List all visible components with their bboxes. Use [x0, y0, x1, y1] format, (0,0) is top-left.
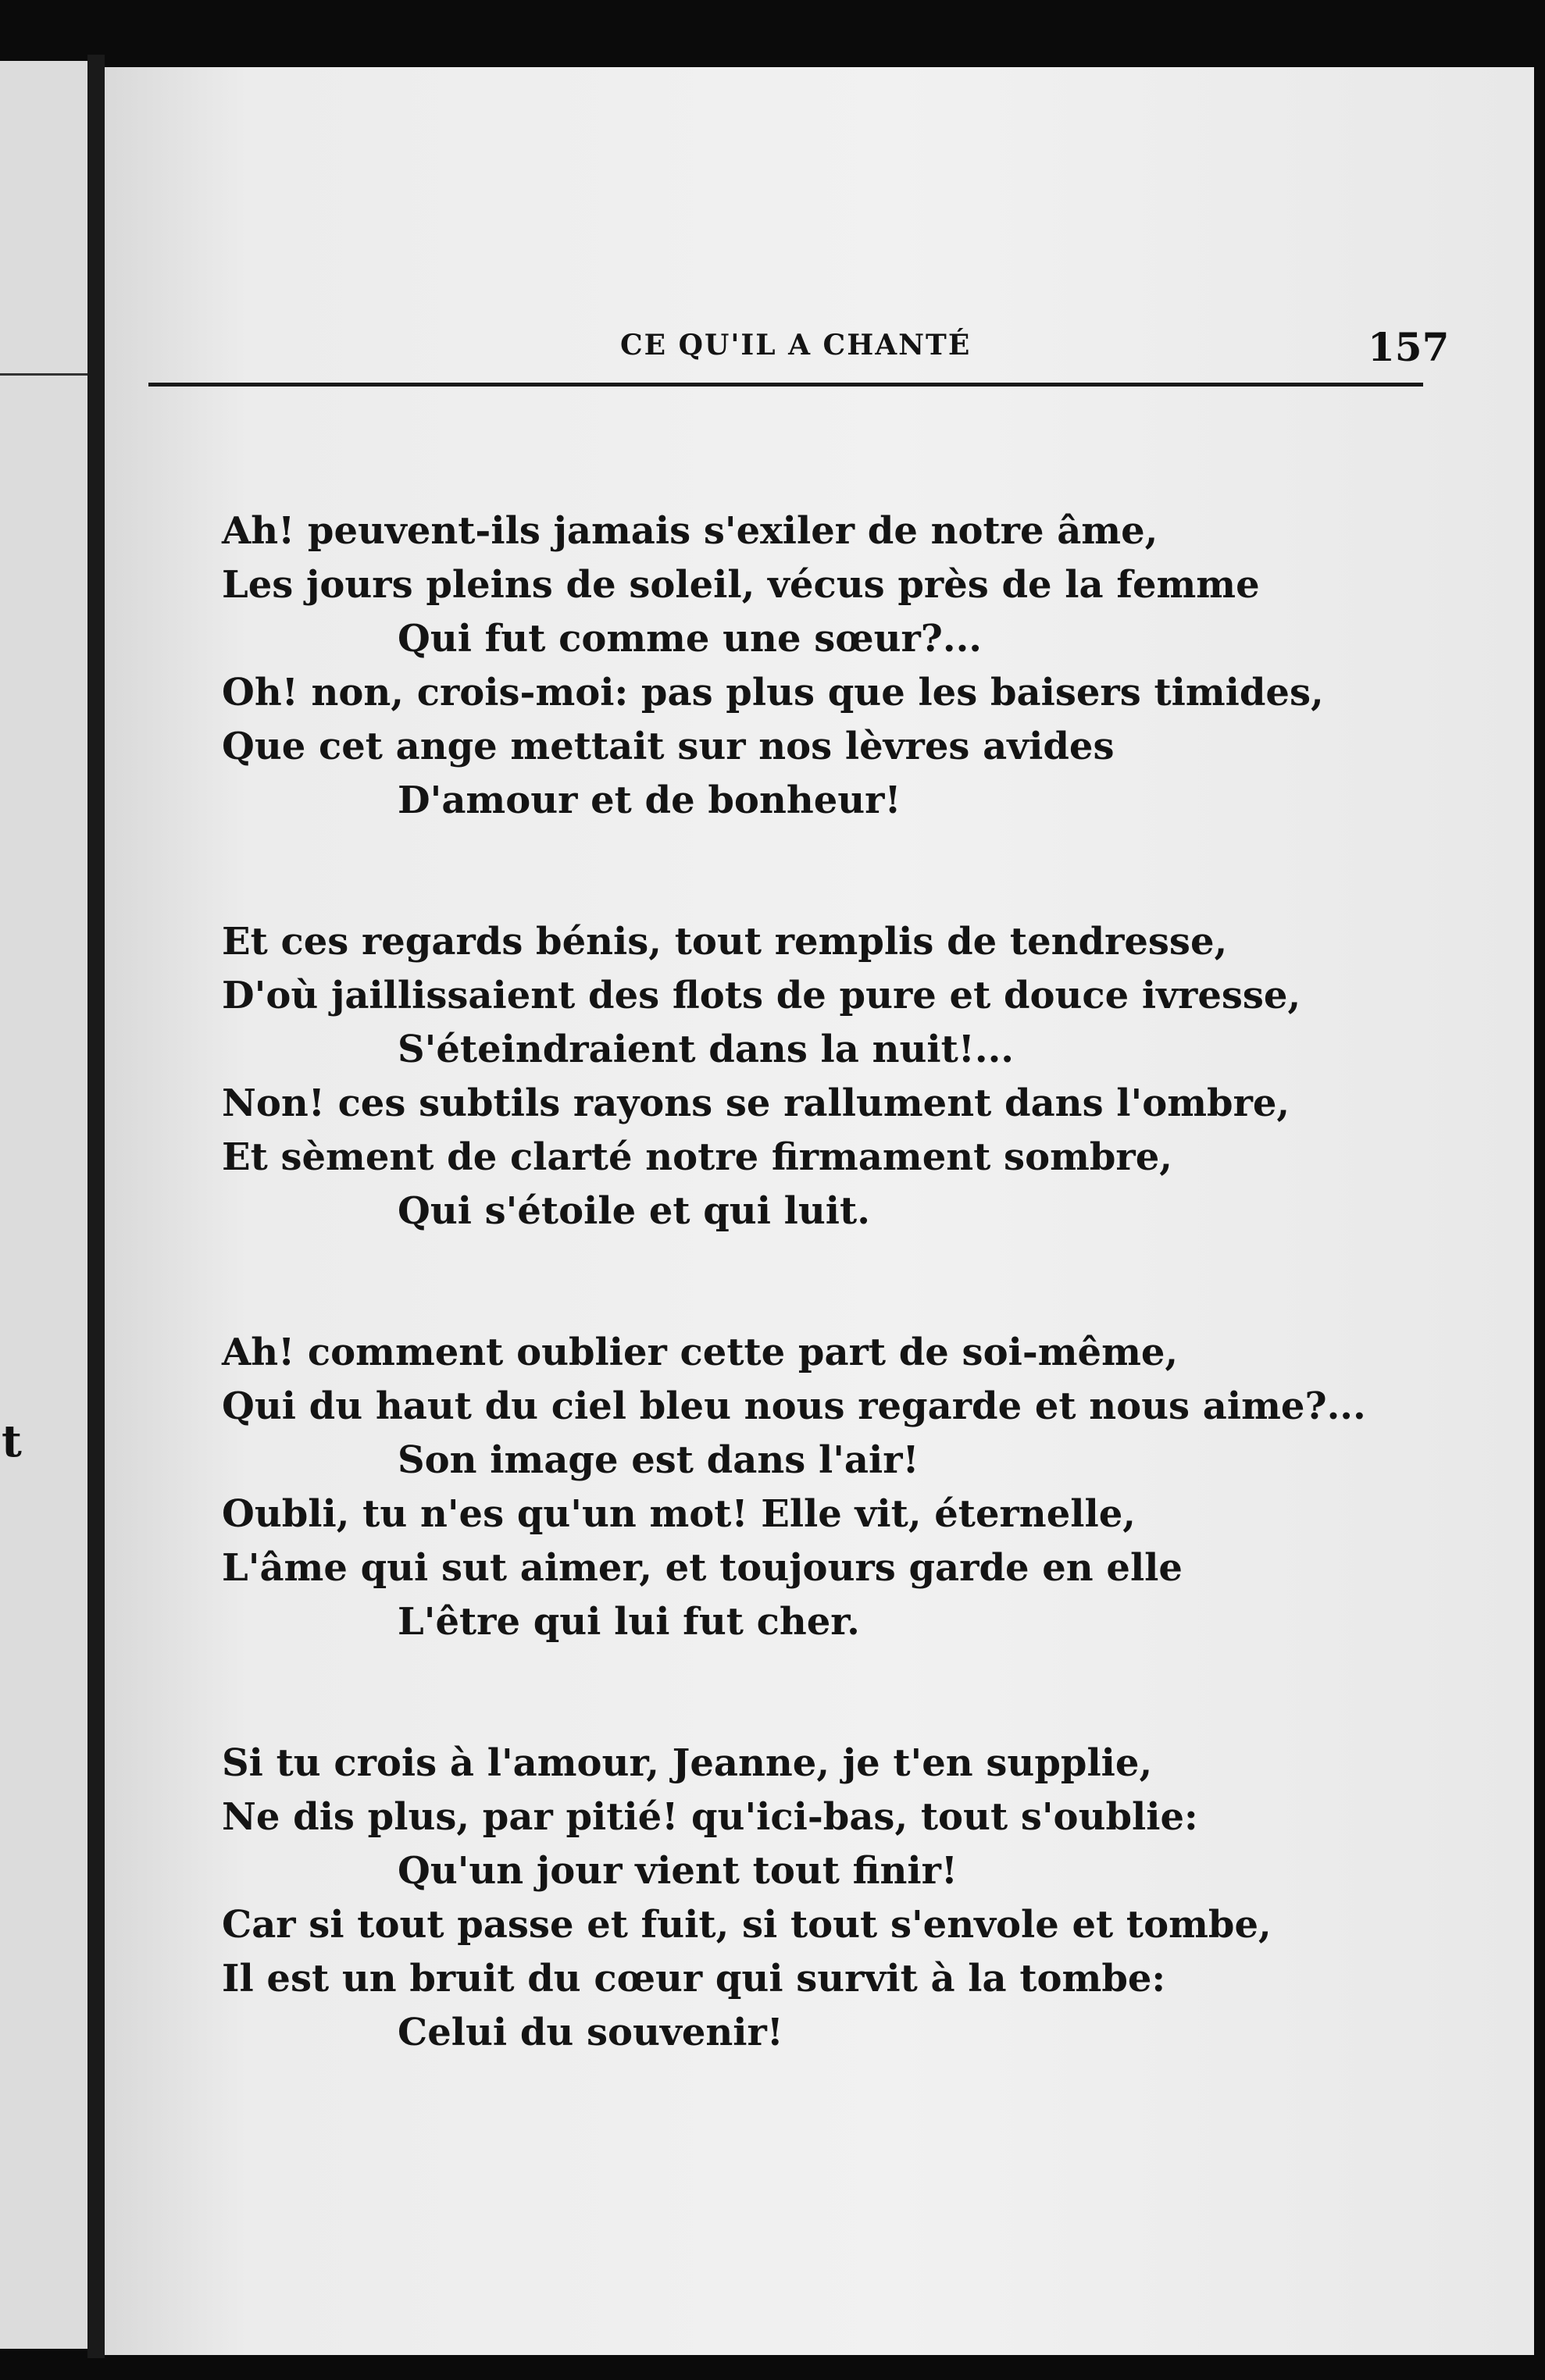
- running-head: [105, 324, 1534, 391]
- poem-line-short: Celui du souvenir!: [398, 2011, 783, 2054]
- poem-line: Ah! comment oublier cette part de soi-même,: [222, 1331, 1179, 1374]
- poem-line-short: Qui fut comme une sœur?...: [398, 617, 983, 661]
- poem-line: Qui du haut du ciel bleu nous regarde et nous aime?...: [222, 1384, 1366, 1428]
- poem-line: Et sèment de clarté notre firmament sombre,: [222, 1135, 1172, 1179]
- running-title: CE QU'IL A CHANTÉ: [620, 329, 972, 362]
- header-rule: [148, 383, 1423, 387]
- stanza-3: [222, 1326, 1440, 1649]
- facing-page-edge: [0, 61, 87, 2349]
- poem-line-short: L'être qui lui fut cher.: [398, 1600, 860, 1644]
- poem-line: Que cet ange mettait sur nos lèvres avides: [222, 725, 1115, 768]
- poem-line: Les jours pleins de soleil, vécus près de la femme: [222, 563, 1260, 607]
- poem-line: Il est un bruit du cœur qui survit à la tombe:: [222, 1957, 1166, 2001]
- book-gutter: [87, 55, 105, 2358]
- poem-line-short: Qu'un jour vient tout finir!: [398, 1849, 958, 1893]
- poem-line: L'âme qui sut aimer, et toujours garde en elle: [222, 1546, 1183, 1590]
- poem-line: Ne dis plus, par pitié! qu'ici-bas, tout s'oublie:: [222, 1795, 1198, 1839]
- poem-line-short: D'amour et de bonheur!: [398, 778, 901, 822]
- stanza-4: [222, 1737, 1440, 2060]
- poem-line: Oh! non, crois-moi: pas plus que les baisers timides,: [222, 671, 1324, 714]
- facing-page-rule: [0, 373, 87, 376]
- poem-line: D'où jaillissaient des flots de pure et douce ivresse,: [222, 974, 1301, 1017]
- poem: [222, 504, 1440, 2147]
- poem-line-short: Son image est dans l'air!: [398, 1438, 919, 1482]
- poem-line-short: S'éteindraient dans la nuit!...: [398, 1028, 1014, 1071]
- book-page: [105, 67, 1534, 2355]
- poem-line: Ah! peuvent-ils jamais s'exiler de notre âme,: [222, 509, 1158, 553]
- poem-line: Oubli, tu n'es qu'un mot! Elle vit, éternelle,: [222, 1492, 1136, 1536]
- facing-page-letter: t: [2, 1416, 22, 1467]
- stanza-1: [222, 504, 1440, 828]
- page-number: 157: [1368, 324, 1450, 370]
- poem-line: Car si tout passe et fuit, si tout s'envole et tombe,: [222, 1903, 1272, 1947]
- poem-line: Et ces regards bénis, tout remplis de tendresse,: [222, 920, 1228, 964]
- stanza-2: [222, 915, 1440, 1238]
- poem-line: Si tu crois à l'amour, Jeanne, je t'en supplie,: [222, 1741, 1153, 1785]
- poem-line-short: Qui s'étoile et qui luit.: [398, 1189, 870, 1233]
- poem-line: Non! ces subtils rayons se rallument dans l'ombre,: [222, 1081, 1290, 1125]
